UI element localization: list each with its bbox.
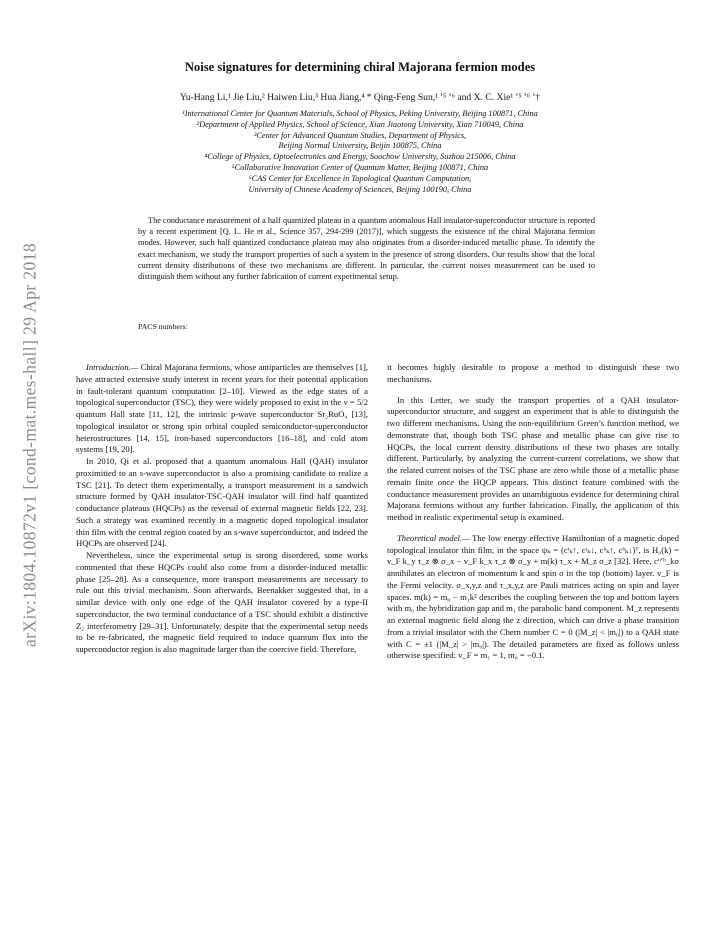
paragraph-text: In 2010, Qi et al. proposed that a quantum anomalous Hall (QAH) insulator proximitied to an s-wave superconductor is also a promising candidate to realize a TSC [21]. To detect them experimentally, a transport measurement in a sandwich structure formed by QAH insulator-TSC-QAH insulator will find half quantized conductance plateaus (HQCPs) as the reversal of external magnetic fields [22, 23]. Such a strategy was examined recently in a magnetic doped topological insulator thin film with the central region coated by an s-wave superconductor, and indeed the HQCPs are observed [24].	[76, 456, 368, 549]
section-lead: Introduction.—	[86, 362, 139, 372]
affiliation-line: ⁴College of Physics, Optoelectronics and Energy, Soochow University, Suzhou 215006, China	[204, 152, 516, 162]
pacs-numbers: PACS numbers:	[138, 322, 188, 331]
affiliation-line: ³Center for Advanced Quantum Studies, Department of Physics,	[253, 130, 467, 140]
affiliation-line: Beijing Normal University, Beijin 100875, China	[278, 141, 442, 151]
affiliation-line: ⁵Collaborative Innovation Center of Quantum Matter, Beijing 100871, China	[231, 162, 489, 172]
paragraph-text: it becomes highly desirable to propose a method to distinguish these two mechanisms.	[387, 362, 679, 384]
section-lead: Theoretical model.—	[397, 532, 470, 543]
affiliation-line: ⁶CAS Center for Excellence in Topological Quantum Computation,	[248, 173, 472, 183]
paragraph	[387, 362, 679, 386]
paragraph-text: Chiral Majorana fermions, whose antiparticles are themselves [1], have attracted extensive study interest in recent years for their potential application in fault-tolerant quantum computation [2–10]. Viewed as the edge states of a topological superconductor (TSC), they were widely proposed to exist in the ν = 5/2 quantum Hall state [11, 12], the intrinsic p-wave superconductor Sr₂RuO₄ [13], topological insulator or strong spin orbital coupled semiconductor-superconductor heterostructures [14, 15], iron-based superconductors [16–18], and cold atom systems [19, 20].	[76, 362, 368, 455]
abstract: The conductance measurement of a half quantized plateau in a quantum anomalous Hall insulator-superconductor structure is reported by a recent experiment [Q. L. He et al., Science 357, 294-299 (2017)], which suggests the existence of the chiral Majorana fermion modes. However, such half quantized conductance plateau may also originates from a disorder-induced metallic phase. To identify the exact mechanism, we study the transport properties of such a system in the presence of strong disorders. Our results show that the local current density distributions of these two mechanisms are different. In particular, the current noises measurement can be used to distinguish them without any further fabrication of current experimental setup.	[138, 216, 595, 282]
paragraph	[76, 550, 368, 656]
affiliation-line: University of Chinese Academy of Sciences, Beijing 100190, China	[248, 184, 472, 194]
right-column	[387, 362, 679, 662]
paragraph	[387, 395, 679, 524]
author-list: Yu-Hang Li,¹ Jie Liu,² Haiwen Liu,³ Hua Jiang,⁴ * Qing-Feng Sun,¹ ʼ⁵ ʼ⁶ and X. C. Xie¹ ʼ⁵ ʼ⁶ ʼ†	[179, 92, 541, 103]
paragraph-text: Nevertheless, since the experimental setup is strong disordered, some works commented that these HQCPs could also come from a disorder-induced metallic phase [25–28]. As a consequence, more transport measurements are necessary to rule out this trivial mechanism. Soon afterwards, Beenakker suggested that, in a similar device with only one edge of the QAH insulator covered by a type-II superconductor, the two terminal conductance of a TSC should exhibit a distinctive Z₂ interferometry [29–31]. Unfortunately, despite that the experimental setup needs to be re-fabricated, the magnetic field required to induce quantum flux into the superconductor region is also magnitude larger than the coercive field. Therefore,	[76, 550, 368, 654]
arxiv-identifier: arXiv:1804.10872v1 [cond-mat.mes-hall] 29 Apr 2018	[19, 243, 40, 647]
paragraph	[76, 362, 368, 456]
affiliation-line: ¹International Center for Quantum Materials, School of Physics, Peking University, Beijing 100871, China	[182, 109, 538, 118]
affiliation-line: ²Department of Applied Physics, School of Science, Xian Jiaotong University, Xian 710049, China	[196, 119, 524, 129]
paragraph	[387, 533, 679, 662]
arxiv-side-stamp	[14, 175, 46, 715]
paper-title: Noise signatures for determining chiral Majorana fermion modes	[184, 60, 536, 74]
paragraph-text: The low energy effective Hamiltonian of a magnetic doped topological insulator thin film, in the space ψₖ = (cᵗₖ↑, cᵗₖ↓, cᵇₖ↑, cᵇₖ↓)ᵀ, is H₀(k) = v_F k_y τ_z ⊗ σ_x − v_F k_x τ_z ⊗ σ_y + m(k) τ_x + M_z σ_z [32]. Here, cᵗᐟᵇ_kσ annihilates an electron of momentum k and spin σ in the top (bottom) layer. v_F is the Fermi velocity. σ_x,y,z and τ_x,y,z are Pauli matrices acting on spin and layer spaces. m(k) = m₀ − m₁k² describes the coupling between the top and bottom layers with m₀ the hybridization gap and m₁ the parabolic band component. M_z represents an external magnetic field along the z direction, which can drive a phase transition from a trivial insulator with the Chern number C = 0 (|M_z| < |m₀|) to a QAH state with C = ±1 (|M_z| > |m₀|). The detailed parameters are fixed as follows unless otherwise specified: v_F = m₁ = 1, m₀ = −0.1.	[387, 532, 679, 661]
left-column	[76, 362, 368, 656]
affiliations	[0, 109, 720, 195]
paragraph	[76, 456, 368, 550]
paragraph-text: In this Letter, we study the transport properties of a QAH insulator-superconductor structure, and suggest an experiment that is able to distinguish the two different mechanisms. Using the non-equilibrium Green’s function method, we demonstrate that, though both TSC phase and metallic phase can give rise to HQCPs, the local current density distributions of these two phases are totally different. Particularly, by analyzing the current-current correlations, we show that the related current noises of the TSC phase are zero while those of a metallic phase remain finite once the HQCP appears. This distinct feature combined with the conductance measurement provides an unambiguous evidence for determining chiral Majorana fermions without any further fabrication. Finally, the application of this method in realistic experimental setup is examined.	[387, 394, 679, 522]
